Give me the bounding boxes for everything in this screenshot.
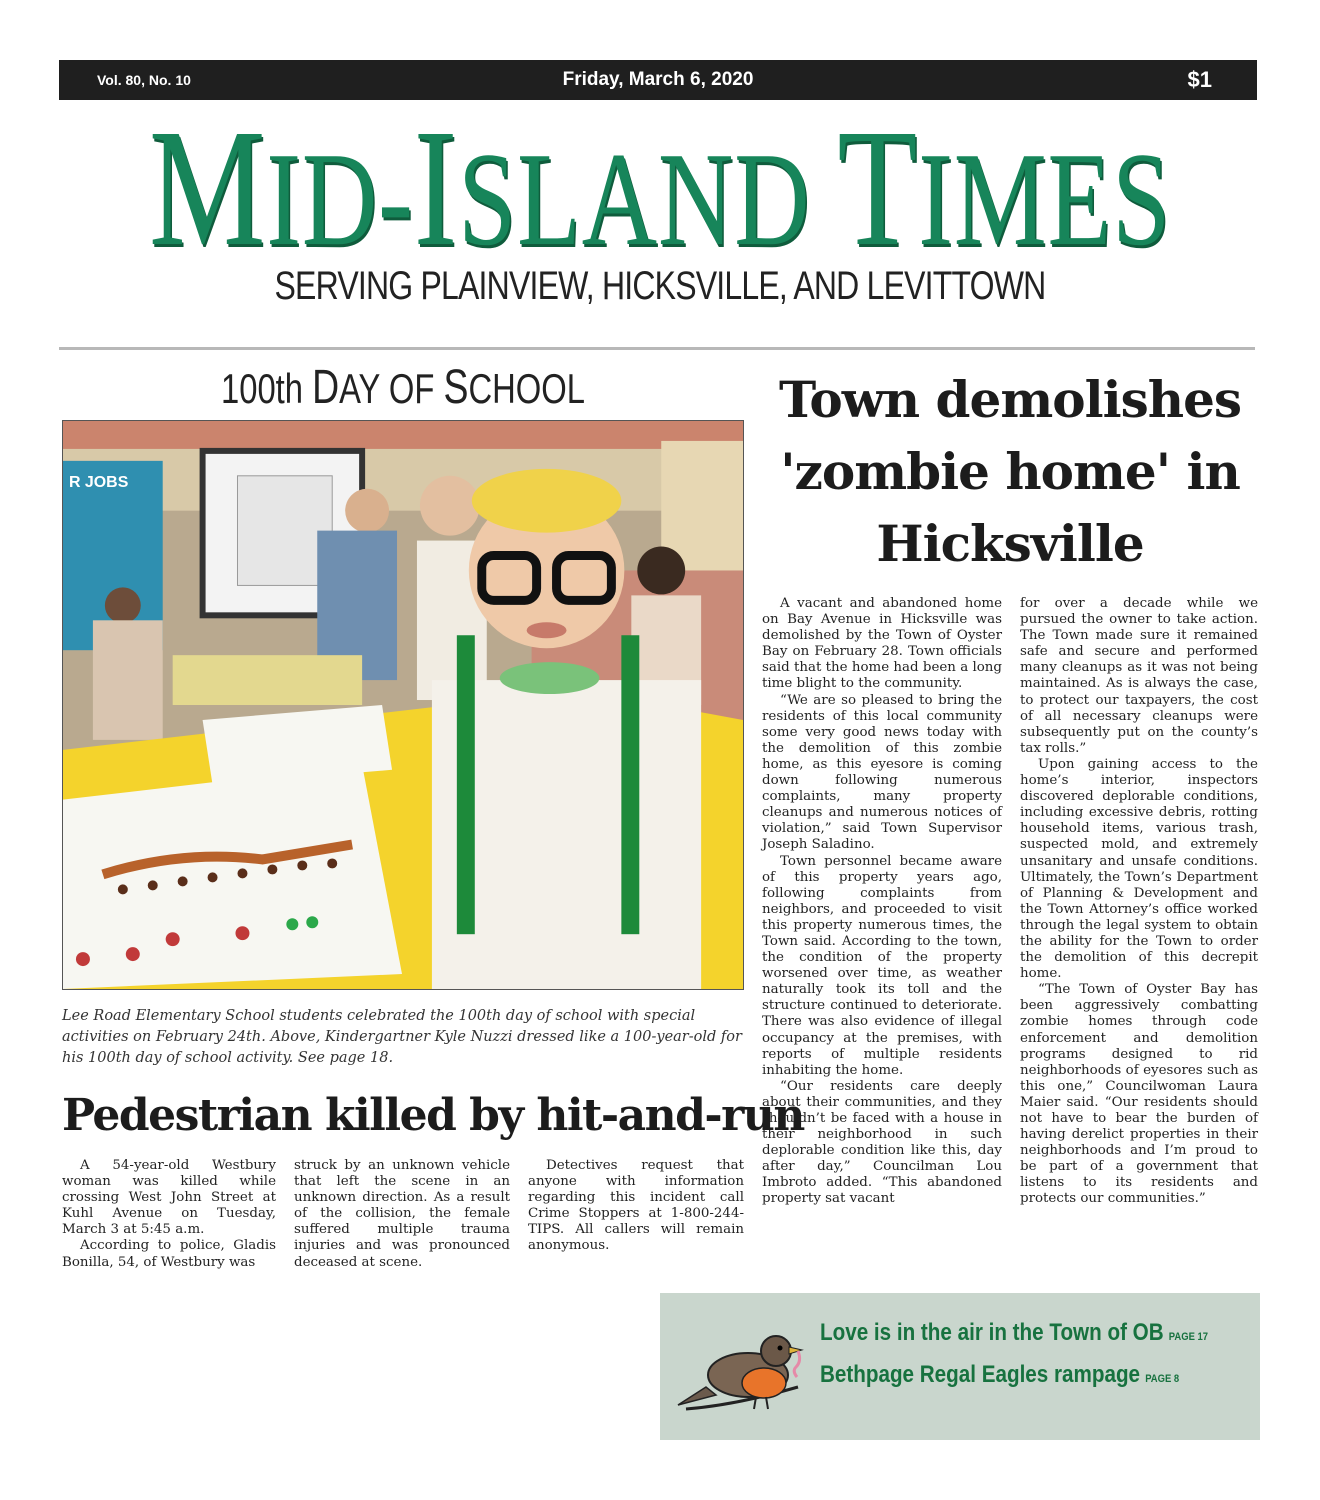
feature-photo-heading: 100th DAY OF SCHOOL — [221, 361, 585, 414]
pedestrian-headline: Pedestrian killed by hit-and-run — [62, 1090, 804, 1141]
paragraph: A vacant and abandoned home on Bay Avenue in Hicksville was demolished by the Town of Oyster Bay on February 28. Town officials said that the home had been a long time blight to the community. — [762, 596, 1002, 692]
paragraph: for over a decade while we pursued the owner to take action. The Town made sure it remained safe and secure and performed many cleanups as it was not being maintained. As is always the case, to protect our taxpayers, the cost of all necessary cleanups were subsequently put on the county’s tax rolls.” — [1020, 596, 1258, 756]
paragraph: Detectives request that anyone with information regarding this incident call Crime Stoppers at 1-800-244-TIPS. All callers will remain anonymous. — [528, 1158, 744, 1254]
zombie-home-headline: Town demolishes 'zombie home' in Hicksville — [778, 370, 1242, 573]
paragraph: struck by an unknown vehicle that left the scene in an unknown direction. As a result of the collision, the female suffered multiple trauma injuries and was pronounced deceased at scene. — [294, 1158, 510, 1270]
paragraph: “The Town of Oyster Bay has been aggressively combatting zombie homes through code enforcement and demolition programs designed to rid neighborhoods of eyesores such as this one,” Councilwoman Laura Maier said. “Our residents should not have to bear the burden of having derelict properties in their neighborhoods and I’m proud to be part of a government that listens to its residents and protects our communities.” — [1020, 982, 1258, 1207]
issue-price: $1 — [1187, 67, 1212, 92]
pedestrian-story-column-1 — [62, 1158, 276, 1271]
pedestrian-story-column-3 — [528, 1158, 744, 1255]
robin-icon — [676, 1317, 806, 1421]
promo-regal-eagles[interactable]: Bethpage Regal Eagles rampage PAGE 8 — [820, 1361, 1180, 1388]
masthead-tagline: SERVING PLAINVIEW, HICKSVILLE, AND LEVITTOWN — [274, 264, 1046, 308]
zombie-story-column-2 — [1020, 596, 1258, 1208]
pedestrian-story-column-2 — [294, 1158, 510, 1271]
inside-promo-box — [660, 1293, 1260, 1440]
masthead-title: MID-ISLAND TIMES — [148, 95, 1172, 281]
paragraph: According to police, Gladis Bonilla, 54, of Westbury was — [62, 1238, 276, 1270]
masthead-divider — [59, 347, 1255, 350]
promo-love-in-the-air[interactable]: Love is in the air in the Town of OB PAGE 17 — [820, 1319, 1209, 1346]
feature-photo — [62, 420, 744, 990]
top-info-bar — [59, 60, 1257, 100]
paragraph: “We are so pleased to bring the residents of this local community some very good news today with the demolition of this zombie home, as this eyesore is coming down following numerous complaints, many property cleanups and numerous notices of violation,” said Town Supervisor Joseph Saladino. — [762, 692, 1002, 853]
issue-date: Friday, March 6, 2020 — [562, 69, 754, 90]
feature-photo-caption: Lee Road Elementary School students celebrated the 100th day of school with special activities on February 24th. Above, Kindergartner Kyle Nuzzi dressed like a 100-year-old for his 100th day of school activity. See page 18. — [62, 1008, 742, 1066]
volume-number: Vol. 80, No. 10 — [97, 72, 191, 88]
paragraph: “Our residents care deeply about their communities, and they shouldn’t be faced with a house in their neighborhood in such deplorable condition like this, day after day,” Councilman Lou Imbroto added. “This abandoned property sat vacant — [762, 1078, 1002, 1207]
board-label: R JOBS — [68, 473, 129, 491]
paragraph: Town personnel became aware of this property years ago, following complaints from neighbors, and proceeded to visit this property numerous times, the Town said. According to the town, the condition of the property worsened over time, as weather naturally took its toll and the structure continued to deteriorate. There was also evidence of illegal occupancy at the premises, with reports of multiple residents inhabiting the home. — [762, 853, 1002, 1078]
classroom-photo-illustration — [63, 421, 743, 989]
paragraph: A 54-year-old Westbury woman was killed while crossing West John Street at Kuhl Avenue on Tuesday, March 3 at 5:45 a.m. — [62, 1158, 276, 1238]
paragraph: Upon gaining access to the home’s interior, inspectors discovered deplorable conditions, including excessive debris, rotting household items, various trash, suspected mold, and extremely unsanitary and unsafe conditions. Ultimately, the Town’s Department of Planning & Development and the Town Attorney’s office worked through the legal system to obtain the ability for the Town to order the demolition of this decrepit home. — [1020, 756, 1258, 982]
